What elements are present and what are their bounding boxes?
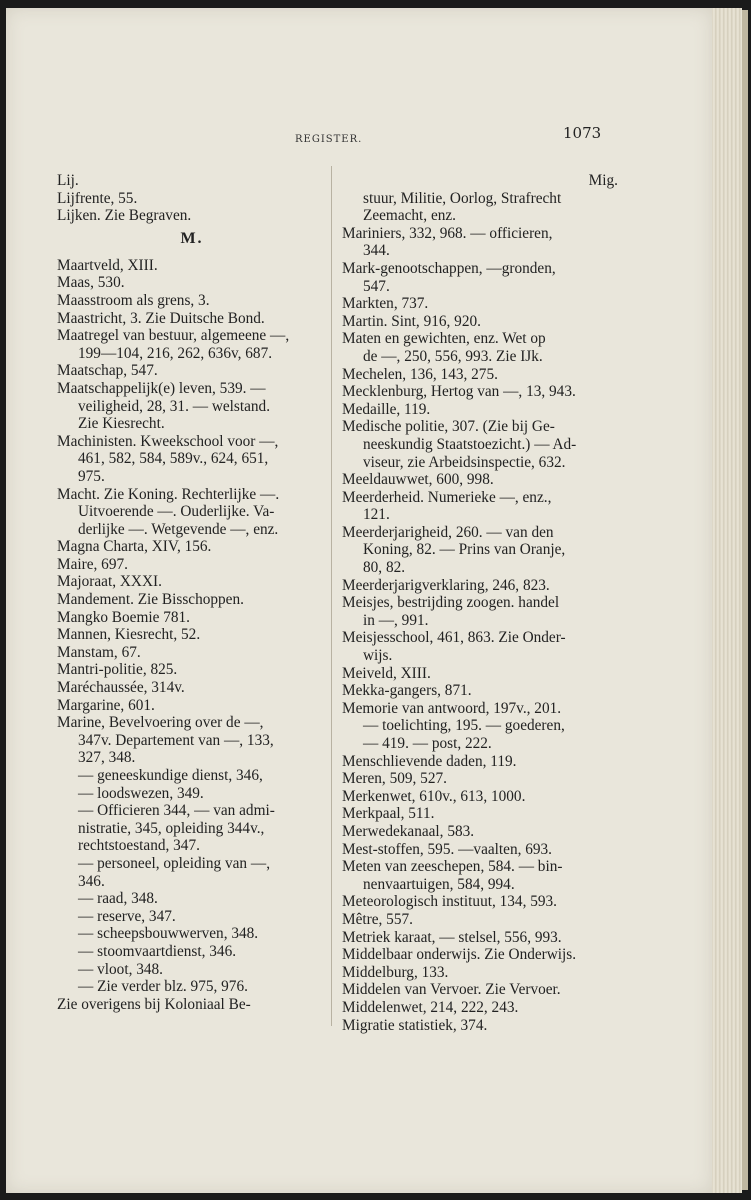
index-entry-line: Maatschap, 547. — [57, 362, 158, 380]
index-entry-line: 975. — [78, 467, 105, 485]
index-entry-line: Meerderjarigverklaring, 246, 823. — [342, 576, 550, 594]
index-entry-line: stuur, Militie, Oorlog, Strafrecht — [363, 189, 562, 207]
index-entry-line: 346. — [78, 872, 105, 890]
index-entry-line: 80, 82. — [363, 559, 406, 577]
index-entry-line: de —, 250, 556, 993. Zie IJk. — [363, 347, 543, 365]
index-entry-line: 199—104, 216, 262, 636v, 687. — [78, 344, 273, 362]
index-entry-line: viseur, zie Arbeidsinspectie, 632. — [363, 453, 566, 471]
index-entry-line: in —, 991. — [363, 611, 429, 629]
index-entry-line: Lijfrente, 55. — [57, 189, 138, 207]
index-entry-line: rechtstoestand, 347. — [78, 837, 200, 855]
index-entry-line: Mecklenburg, Hertog van —, 13, 943. — [342, 383, 576, 401]
index-entry-line: Merkpaal, 511. — [342, 805, 435, 823]
index-entry-line: 347v. Departement van —, 133, — [78, 731, 274, 749]
index-entry-line: Maasstroom als grens, 3. — [57, 291, 210, 309]
page-edges — [712, 8, 742, 1193]
index-entry-line: Merwedekanaal, 583. — [342, 822, 475, 840]
index-entry-line: Merkenwet, 610v., 613, 1000. — [342, 787, 526, 805]
index-entry-line: Medaille, 119. — [342, 400, 431, 418]
index-entry-line: Majoraat, XXXI. — [57, 573, 162, 591]
index-entry-line: Meiveld, XIII. — [342, 664, 431, 682]
index-entry-line: Medische politie, 307. (Zie bij Ge- — [342, 418, 555, 436]
page-number: 1073 — [563, 124, 602, 142]
index-entry-line: Maartveld, XIII. — [57, 256, 158, 274]
index-entry-line: — 419. — post, 222. — [363, 735, 492, 752]
index-entry-line: — geneeskundige dienst, 346, — [78, 767, 263, 784]
index-entry-line: Meren, 509, 527. — [342, 770, 447, 788]
index-entry-line: Meerderheid. Numerieke —, enz., — [342, 488, 552, 506]
index-entry-line: Machinisten. Kweekschool voor —, — [57, 432, 279, 450]
index-entry-line: Meten van zeeschepen, 584. — bin- — [342, 858, 563, 876]
index-entry-line: Mannen, Kiesrecht, 52. — [57, 626, 201, 644]
index-entry-line: wijs. — [363, 647, 393, 665]
index-entry-line: 547. — [363, 277, 390, 295]
index-entry-line: Maas, 530. — [57, 274, 125, 292]
index-entry-line: neeskundig Staatstoezicht.) — Ad- — [363, 435, 577, 453]
index-entry-line: Mekka-gangers, 871. — [342, 682, 472, 700]
index-entry-line: — reserve, 347. — [78, 907, 176, 925]
index-entry-line: Memorie van antwoord, 197v., 201. — [342, 699, 562, 717]
index-entry-line: Mangko Boemie 781. — [57, 608, 190, 626]
index-entry-line: veiligheid, 28, 31. — welstand. — [78, 397, 271, 415]
index-entry-line: 344. — [363, 242, 390, 260]
index-entry-line: Marine, Bevelvoering over de —, — [57, 714, 264, 732]
running-header: REGISTER. — [295, 134, 363, 145]
index-entry-line: Migratie statistiek, 374. — [342, 1016, 488, 1034]
index-entry-line: Mark-genootschappen, —gronden, — [342, 259, 556, 277]
index-entry-line: nistratie, 345, opleiding 344v., — [78, 819, 265, 837]
index-entry-line: — stoomvaartdienst, 346. — [78, 942, 237, 960]
index-entry-line: 121. — [363, 506, 390, 524]
index-entry-line: Lij. — [57, 172, 79, 189]
index-entry-line: Maatregel van bestuur, algemeene —, — [57, 327, 290, 345]
index-entry-line: Magna Charta, XIV, 156. — [57, 538, 212, 556]
index-entry-line: Menschlievende daden, 119. — [342, 752, 517, 770]
index-entry-line: Macht. Zie Koning. Rechterlijke —. — [57, 485, 280, 503]
column-divider — [331, 166, 332, 1026]
right-column — [342, 172, 618, 1034]
index-entry-line: Uitvoerende —. Ouderlijke. Va- — [78, 503, 275, 521]
index-entry-line: Maatschappelijk(e) leven, 539. — — [57, 379, 266, 397]
index-entry-line: Meisjes, bestrijding zoogen. handel — [342, 594, 560, 612]
index-entry-line: Lijken. Zie Begraven. — [57, 207, 192, 225]
index-entry-line: — Officieren 344, — van admi- — [78, 802, 275, 820]
index-entry-line: Metriek karaat, — stelsel, 556, 993. — [342, 928, 562, 946]
index-entry-line: derlijke —. Wetgevende —, enz. — [78, 520, 279, 538]
index-entry-line: Zie overigens bij Koloniaal Be- — [57, 995, 251, 1013]
index-entry-line: Mechelen, 136, 143, 275. — [342, 365, 498, 383]
index-entry-line: Meteorologisch instituut, 134, 593. — [342, 893, 557, 911]
index-entry-line: — personeel, opleiding van —, — [78, 854, 271, 872]
index-entry-line: Mandement. Zie Bisschoppen. — [57, 591, 244, 609]
index-entry-line: nenvaartuigen, 584, 994. — [363, 875, 515, 893]
index-entry-line: Zie Kiesrecht. — [78, 415, 165, 433]
index-entry-line: — vloot, 348. — [78, 960, 163, 978]
section-letter-heading: M. — [180, 229, 204, 247]
index-entry-line: Markten, 737. — [342, 295, 429, 313]
left-column — [57, 172, 327, 1013]
index-entry-line: Mêtre, 557. — [342, 910, 413, 928]
index-entry-line: Maastricht, 3. Zie Duitsche Bond. — [57, 309, 265, 327]
index-entry-line: Meisjesschool, 461, 863. Zie Onder- — [342, 629, 566, 647]
index-entry-line: Middelen van Vervoer. Zie Vervoer. — [342, 981, 561, 999]
index-entry-line: — Zie verder blz. 975, 976. — [78, 978, 248, 996]
index-entry-line: Middelbaar onderwijs. Zie Onderwijs. — [342, 946, 577, 964]
index-entry-line: Middelenwet, 214, 222, 243. — [342, 998, 519, 1016]
index-entry-line: Mest-stoffen, 595. —vaalten, 693. — [342, 840, 553, 858]
page-edges-shadow — [742, 10, 748, 1190]
catchword: Mig. — [588, 172, 618, 189]
index-entry-line: Middelburg, 133. — [342, 963, 449, 981]
index-entry-line: Maten en gewichten, enz. Wet op — [342, 330, 546, 348]
index-entry-line: 327, 348. — [78, 749, 136, 767]
index-entry-line: — scheepsbouwwerven, 348. — [78, 925, 259, 943]
index-entry-line: Meerderjarigheid, 260. — van den — [342, 523, 554, 541]
index-entry-line: Koning, 82. — Prins van Oranje, — [363, 541, 566, 559]
index-entry-line: Martin. Sint, 916, 920. — [342, 312, 481, 330]
index-entry-line: Mantri-politie, 825. — [57, 661, 178, 679]
index-entry-line: Meeldauwwet, 600, 998. — [342, 471, 494, 489]
index-entry-line: 461, 582, 584, 589v., 624, 651, — [78, 450, 269, 468]
index-entry-line: — toelichting, 195. — goederen, — [363, 717, 565, 735]
index-entry-line: Maréchaussée, 314v. — [57, 679, 185, 697]
index-entry-line: Mariniers, 332, 968. — officieren, — [342, 224, 553, 242]
index-entry-line: Zeemacht, enz. — [363, 207, 456, 225]
index-entry-line: Margarine, 601. — [57, 696, 155, 714]
index-entry-line: — raad, 348. — [78, 890, 158, 908]
index-entry-line: Manstam, 67. — [57, 643, 141, 661]
index-entry-line: — loodswezen, 349. — [78, 784, 204, 802]
index-entry-line: Maire, 697. — [57, 555, 128, 573]
